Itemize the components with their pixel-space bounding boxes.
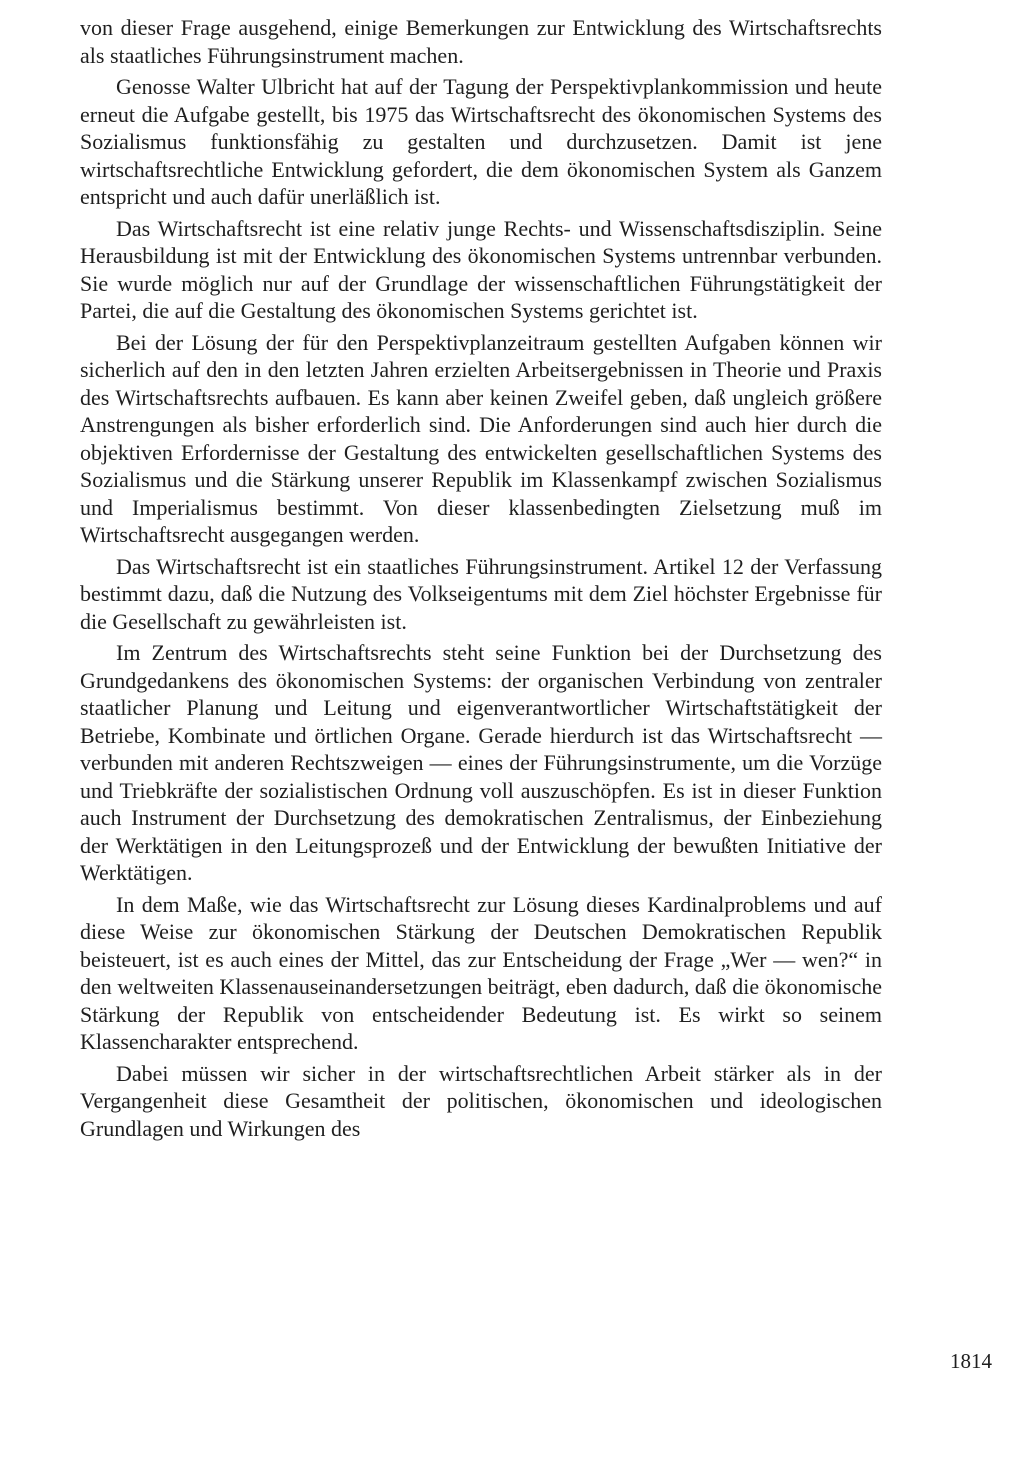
paragraph-6: Im Zentrum des Wirtschaftsrechts steht seine Funktion bei der Durchsetzung des Grundgedankens des ökonomischen Systems: der organischen Verbindung von zentraler staatlicher Planung und Leitung und eigenverantwortlicher Wirtschaftstätigkeit der Betriebe, Kombinate und örtlichen Organe. Gerade hierdurch ist das Wirtschaftsrecht — verbunden mit anderen Rechtszweigen — eines der Führungsinstrumente, um die Vorzüge und Triebkräfte der sozialistischen Ordnung voll auszuschöpfen. Es ist in dieser Funktion auch Instrument der Durchsetzung des demokratischen Zentralismus, der Einbeziehung der Werktätigen in den Leitungsprozeß und der Entwicklung der bewußten Initiative der Werktätigen. bbox=[80, 640, 882, 885]
paragraph-2: Genosse Walter Ulbricht hat auf der Tagung der Perspektivplankommission und heute erneut die Aufgabe gestellt, bis 1975 das Wirtschaftsrecht des ökonomischen Systems des Sozialismus funktionsfähig zu gestalten und durchzusetzen. Damit ist jene wirtschaftsrechtliche Entwicklung gefordert, die dem ökonomischen System als Ganzem entspricht und auch dafür unerläßlich ist. bbox=[80, 74, 882, 209]
paragraph-8: Dabei müssen wir sicher in der wirtschaftsrechtlichen Arbeit stärker als in der Vergangenheit diese Gesamtheit der politischen, ökonomischen und ideologischen Grundlagen und Wirkungen des bbox=[80, 1060, 882, 1141]
paragraph-4: Bei der Lösung der für den Perspektivplanzeitraum gestellten Aufgaben können wir sicherlich auf den in den letzten Jahren erzielten Arbeitsergebnissen in Theorie und Praxis des Wirtschaftsrechts aufbauen. Es kann aber keinen Zweifel geben, daß ungleich größere Anstrengungen als bisher erforderlich sind. Die Anforderungen sind auch hier durch die objektiven Erfordernisse der Gestaltung des entwickelten gesellschaftlichen Systems des Sozialismus und die Stärkung unserer Republik im Klassenkampf zwischen Sozialismus und Imperialismus bestimmt. Von dieser klassenbedingten Zielsetzung muß im Wirtschaftsrecht ausgegangen werden. bbox=[80, 329, 882, 547]
paragraph-7: In dem Maße, wie das Wirtschaftsrecht zur Lösung dieses Kardinalproblems und auf diese Weise zur ökonomischen Stärkung der Deutschen Demokratischen Republik beisteuert, ist es auch eines der Mittel, das zur Entscheidung der Frage „Wer — wen?“ in den weltweiten Klassenauseinandersetzungen beiträgt, eben dadurch, daß die ökonomische Stärkung der Republik von entscheidender Bedeutung ist. Es wirkt so seinem Klassencharakter entsprechend. bbox=[80, 891, 882, 1054]
paragraph-5: Das Wirtschaftsrecht ist ein staatliches Führungsinstrument. Artikel 12 der Verfassung bestimmt dazu, daß die Nutzung des Volkseigentums mit dem Ziel höchster Ergebnisse für die Gesellschaft zu gewährleisten ist. bbox=[80, 553, 882, 634]
paragraph-3: Das Wirtschaftsrecht ist eine relativ junge Rechts- und Wissenschaftsdisziplin. Seine Herausbildung ist mit der Entwicklung des ökonomischen Systems untrennbar verbunden. Sie wurde möglich nur auf der Grundlage der wissenschaftlichen Führungstätigkeit der Partei, die auf die Gestaltung des ökonomischen Systems gerichtet ist. bbox=[80, 215, 882, 323]
page-number: 1814 bbox=[950, 1349, 992, 1373]
body-text bbox=[80, 14, 882, 1146]
paragraph-1: von dieser Frage ausgehend, einige Bemerkungen zur Entwicklung des Wirtschaftsrechts als staatliches Führungsinstrument machen. bbox=[80, 15, 882, 68]
